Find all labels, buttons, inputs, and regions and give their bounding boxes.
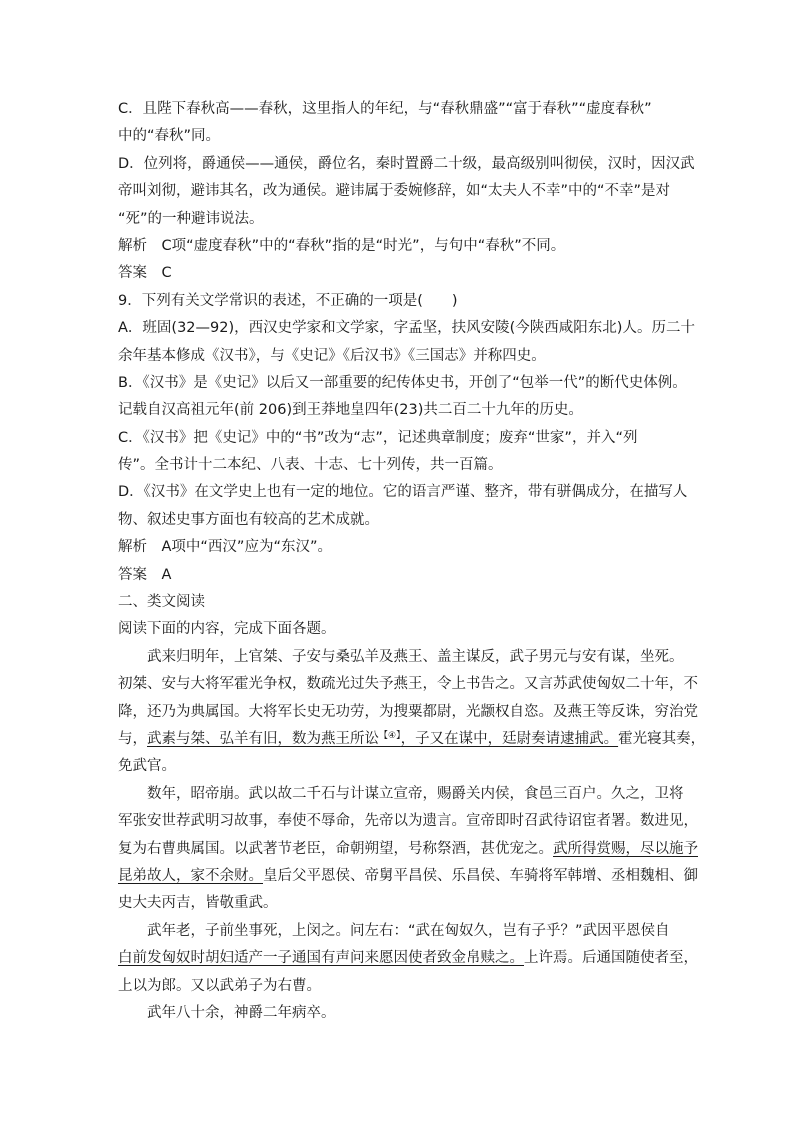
underlined-sentence: 武所得赏赐，尽以施予 [553,840,698,857]
q9-option-c-line-2: 传”。全书计十二本纪、八表、十志、七十列传，共一百篇。 [118,457,503,474]
q9-option-a-line-2: 余年基本修成《汉书》，与《史记》《后汉书》《三国志》并称四史。 [118,347,546,364]
footnote-marker: 【④】 [379,730,401,741]
reading-instruction: 阅读下面的内容，完成下面各题。 [118,621,336,638]
option-d-line-2: 帝叫刘彻，避讳其名，改为通侯。避讳属于委婉修辞，如“太夫人不幸”中的“不幸”是对 [118,183,671,200]
document-page [118,96,706,1027]
passage-p4-line-1: 武年八十余，神爵二年病卒。 [147,1004,336,1021]
q9-option-d-line-1: D．《汉书》在文学史上也有一定的地位。它的语言严谨、整齐，带有骈偶成分，在描写人 [118,484,688,501]
text-segment: 皇后父平恩侯、帝舅平昌侯、乐昌侯、车骑将军韩增、丞相魏相、御 [263,867,698,884]
underlined-sentence [147,731,618,747]
analysis-8: 解析 C项“虚度春秋”中的“春秋”指的是“时光”，与句中“春秋”不同。 [118,237,566,254]
option-c-line-1: C．且陛下春秋高——春秋，这里指人的年纪，与“春秋鼎盛”“富于春秋”“虚度春秋” [118,101,652,117]
passage-p2-line-1: 数年，昭帝崩。武以故二千石与计谋立宣帝，赐爵关内侯，食邑三百户。久之，卫将 [147,785,684,802]
q9-option-c-line-1: C．《汉书》把《史记》中的“书”改为“志”，记述典章制度；废弃“世家”，并入“列 [118,429,638,446]
passage-p2-line-4 [118,863,698,890]
text-segment: 与， [118,730,147,747]
question-9: 9．下列有关文学常识的表述，不正确的一项是( ) [118,292,458,309]
underlined-sentence: 白前发匈奴时胡妇适产一子通国有声问来愿因使者致金帛赎之。 [118,950,524,967]
section-heading: 二、类文阅读 [118,594,205,611]
q9-option-d-line-2: 物、叙述史事方面也有较高的艺术成就。 [118,511,379,528]
passage-p1-line-2: 初桀、安与大将军霍光争权，数疏光过失予燕王，令上书告之。又言苏武使匈奴二十年，不 [118,676,698,693]
option-d-line-3: “死”的一种避讳说法。 [118,210,264,227]
passage-p1-line-5: 免武官。 [118,758,176,775]
analysis-9: 解析 A项中“西汉”应为“东汉”。 [118,539,332,556]
answer-9: 答案 A [118,566,172,583]
q9-option-a-line-1: A．班固(32—92)，西汉史学家和文学家，字孟坚，扶风安陵(今陕西咸阳东北)人。历二十 [118,320,695,337]
passage-p2-line-5: 史大夫丙吉，皆敬重武。 [118,895,278,912]
option-d-line-1: D．位列将，爵通侯——通侯，爵位名，秦时置爵二十级，最高级别叫彻侯，汉时，因汉武 [118,155,695,172]
text-segment: 霍光寝其奏， [618,730,706,747]
underlined-text: ，子又在谋中，廷尉奏请逮捕武。 [400,730,619,747]
passage-p2-line-2: 军张安世荐武明习故事，奉使不辱命，先帝以为遗言。宣帝即时召武待诏宦者署。数进见， [118,813,698,830]
passage-p2-line-3 [118,836,698,863]
option-c-line-2: 中的“春秋”同。 [118,128,221,145]
answer-8: 答案 C [118,265,172,282]
passage-p3-line-2 [118,945,698,972]
q9-option-b-line-2: 记载自汉高祖元年(前 206)到王莽地皇四年(23)共二百二十九年的历史。 [118,402,583,419]
passage-p3-line-3: 上以为郎。又以武弟子为右曹。 [118,977,321,994]
text-segment: 上许焉。后通国随使者至， [524,950,698,967]
q9-option-b-line-1: B．《汉书》是《史记》以后又一部重要的纪传体史书，开创了“包举一代”的断代史体例。 [118,374,687,391]
passage-p1-line-3: 降，还乃为典属国。大将军长史无功劳，为搜粟都尉，光颛权自恣。及燕王等反诛，穷治党 [118,703,698,720]
passage-p1-line-4 [118,726,706,753]
text-segment: 复为右曹典属国。以武著节老臣，命朝朔望，号称祭酒，甚优宠之。 [118,840,553,857]
underlined-text: 武素与桀、弘羊有旧，数为燕王所讼 [147,730,379,747]
underlined-sentence: 昆弟故人，家不余财。 [118,867,263,884]
passage-p3-line-1: 武年老，子前坐事死，上闵之。问左右：“武在匈奴久，岂有子乎？”武因平恩侯自 [147,922,670,939]
passage-p1-line-1: 武来归明年，上官桀、子安与桑弘羊及燕王、盖主谋反，武子男元与安有谋，坐死。 [147,648,684,665]
